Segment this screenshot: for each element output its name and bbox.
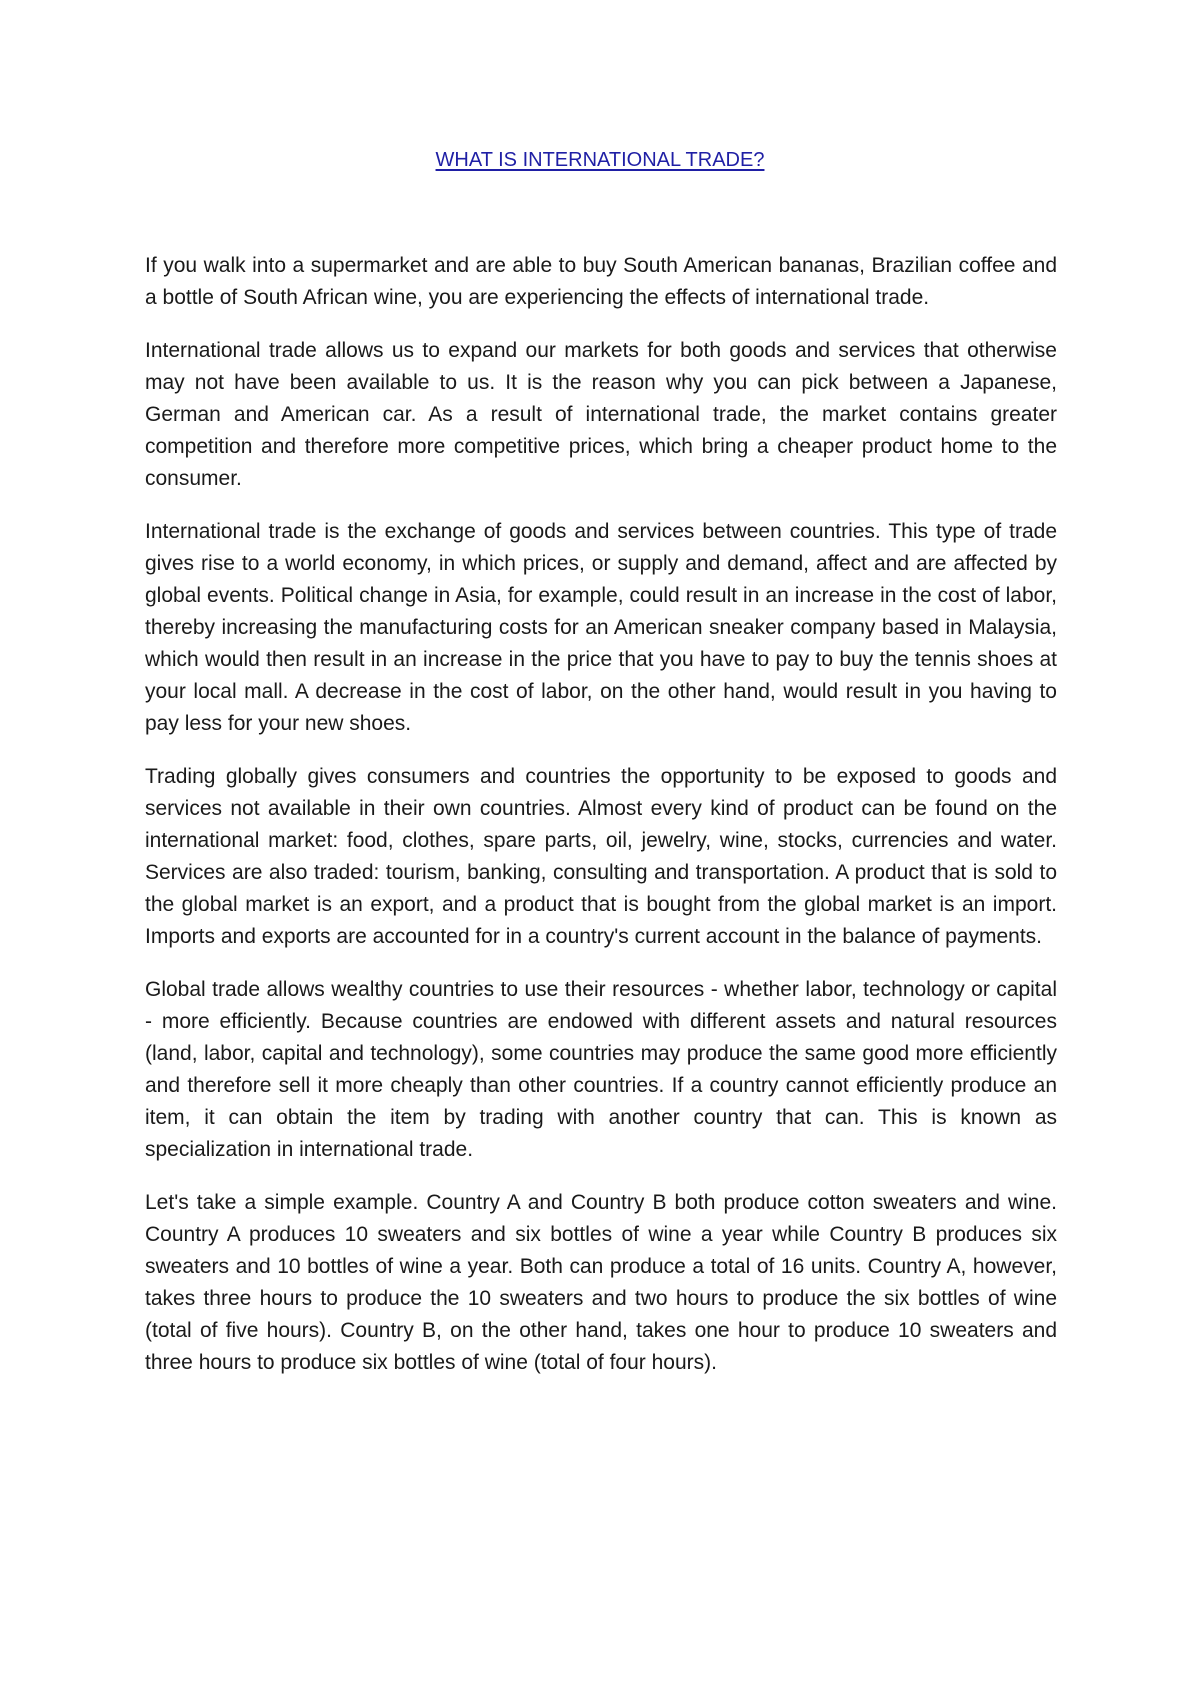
paragraph-4: Trading globally gives consumers and countries the opportunity to be exposed to goods and services not available in their own countries. Almost every kind of product can be found on the international market: food, clothes, spare parts, oil, jewelry, wine, stocks, currencies and water. Services are also traded: tourism, banking, consulting and transportation. A product that is sold to the global market is an export, and a product that is bought from the global market is an import. Imports and exports are accounted for in a country's current account in the balance of payments. <box>145 765 1057 948</box>
paragraph-2: International trade allows us to expand our markets for both goods and services that otherwise may not have been available to us. It is the reason why you can pick between a Japanese, German and American car. As a result of international trade, the market contains greater competition and therefore more competitive prices, which bring a cheaper product home to the consumer. <box>145 339 1057 490</box>
paragraph-3: International trade is the exchange of goods and services between countries. This type of trade gives rise to a world economy, in which prices, or supply and demand, affect and are affected by global events. Political change in Asia, for example, could result in an increase in the cost of labor, thereby increasing the manufacturing costs for an American sneaker company based in Malaysia, which would then result in an increase in the price that you have to pay to buy the tennis shoes at your local mall. A decrease in the cost of labor, on the other hand, would result in you having to pay less for your new shoes. <box>145 520 1057 735</box>
paragraph-1: If you walk into a supermarket and are able to buy South American bananas, Brazilian coffee and a bottle of South African wine, you are experiencing the effects of international trade. <box>145 254 1057 309</box>
paragraph-6: Let's take a simple example. Country A and Country B both produce cotton sweaters and wine. Country A produces 10 sweaters and six bottles of wine a year while Country B produces six sweaters and 10 bottles of wine a year. Both can produce a total of 16 units. Country A, however, takes three hours to produce the 10 sweaters and two hours to produce the six bottles of wine (total of five hours). Country B, on the other hand, takes one hour to produce 10 sweaters and three hours to produce six bottles of wine (total of four hours). <box>145 1191 1057 1374</box>
document-body <box>145 250 1057 1400</box>
document-title: WHAT IS INTERNATIONAL TRADE? <box>435 149 765 171</box>
paragraph-5: Global trade allows wealthy countries to use their resources - whether labor, technology or capital - more efficiently. Because countries are endowed with different assets and natural resources (land, labor, capital and technology), some countries may produce the same good more efficiently and therefore sell it more cheaply than other countries. If a country cannot efficiently produce an item, it can obtain the item by trading with another country that can. This is known as specialization in international trade. <box>145 978 1057 1161</box>
